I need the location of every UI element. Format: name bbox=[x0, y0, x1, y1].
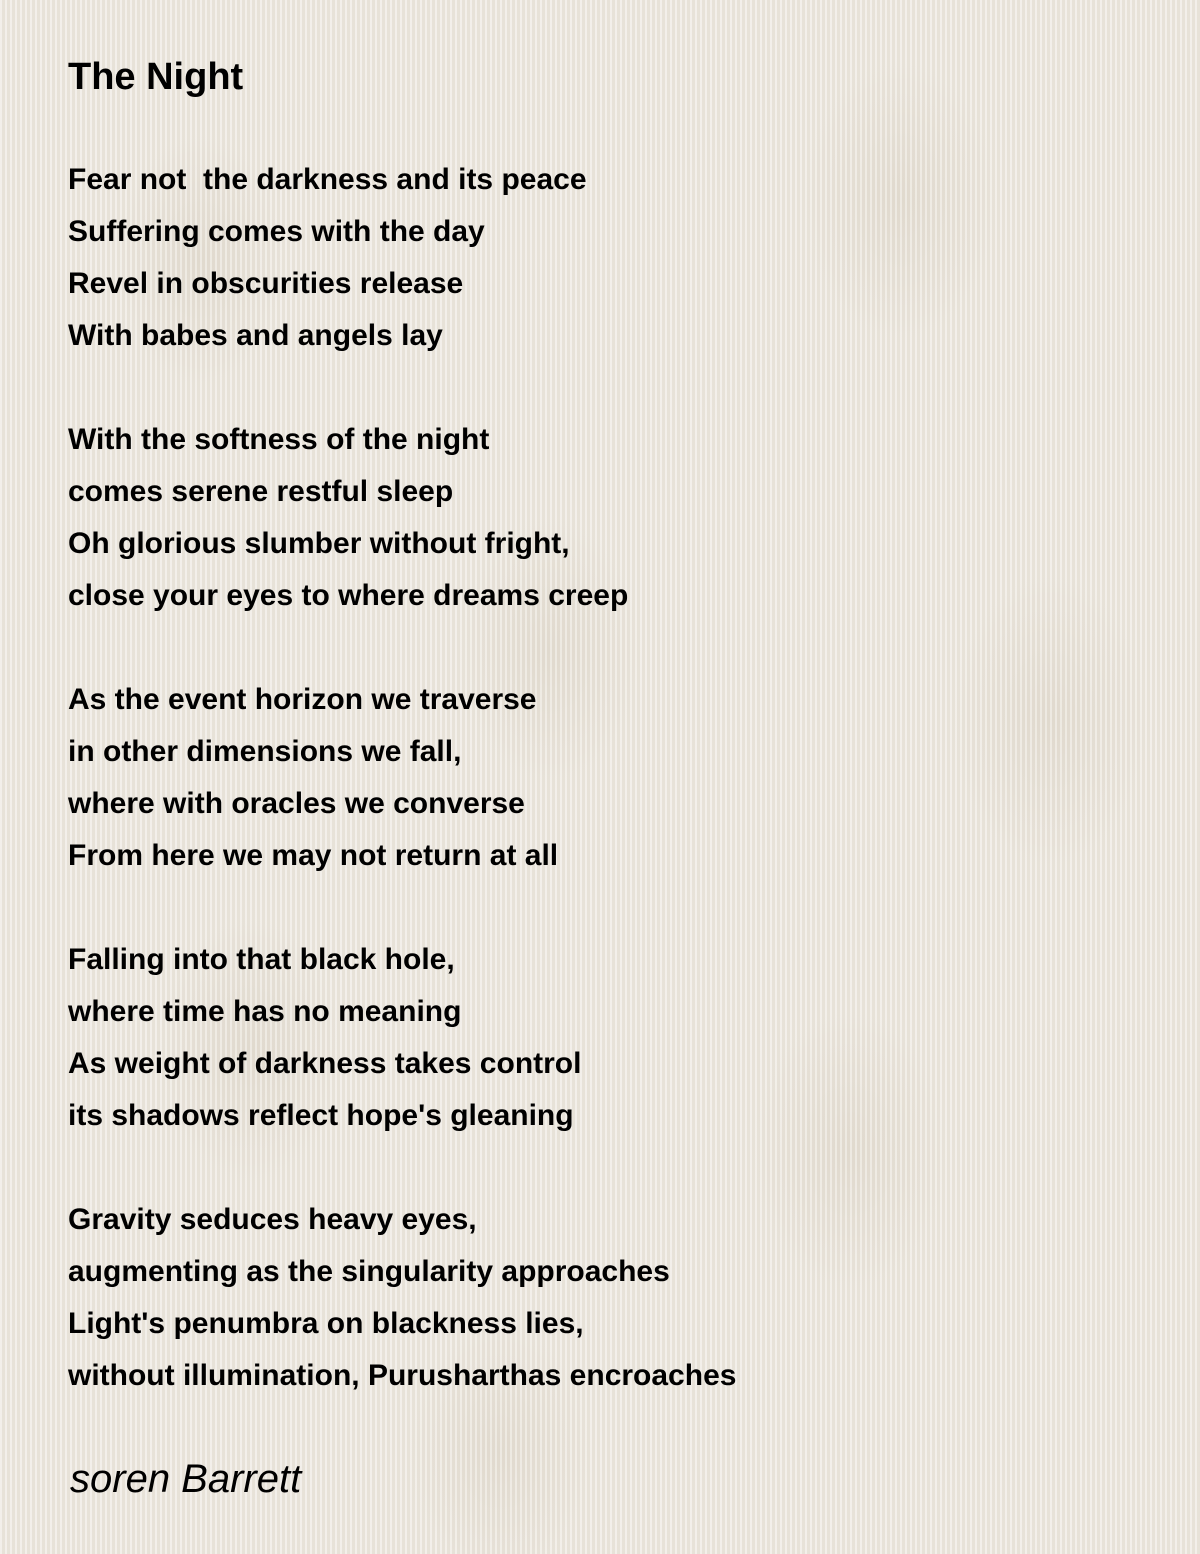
poem-line: where time has no meaning bbox=[68, 995, 462, 1028]
stanza-4 bbox=[68, 934, 736, 1142]
poem-line: From here we may not return at all bbox=[68, 839, 559, 872]
poem-title: The Night bbox=[68, 56, 244, 98]
poem-body bbox=[68, 154, 736, 1454]
poem-line: Revel in obscurities release bbox=[68, 267, 464, 300]
poem-line: in other dimensions we fall, bbox=[68, 735, 462, 768]
poem-line: Light's penumbra on blackness lies, bbox=[68, 1307, 584, 1340]
poem-line: With the softness of the night bbox=[68, 423, 490, 456]
poem-line: As weight of darkness takes control bbox=[68, 1047, 582, 1080]
poem-line: Falling into that black hole, bbox=[68, 943, 455, 976]
poem-line: Fear not the darkness and its peace bbox=[68, 163, 587, 196]
stanza-2 bbox=[68, 414, 736, 622]
stanza-3 bbox=[68, 674, 736, 882]
poem-line: augmenting as the singularity approaches bbox=[68, 1255, 670, 1288]
poem-line: Oh glorious slumber without fright, bbox=[68, 527, 570, 560]
poem-line: As the event horizon we traverse bbox=[68, 683, 537, 716]
poem-line: close your eyes to where dreams creep bbox=[68, 579, 629, 612]
stanza-5 bbox=[68, 1194, 736, 1402]
stanza-1 bbox=[68, 154, 736, 362]
poem-line: Suffering comes with the day bbox=[68, 215, 485, 248]
poem-author: soren Barrett bbox=[70, 1457, 302, 1501]
poem-line: comes serene restful sleep bbox=[68, 475, 454, 508]
poem-line: Gravity seduces heavy eyes, bbox=[68, 1203, 477, 1236]
poem-line: without illumination, Purusharthas encroaches bbox=[68, 1359, 737, 1392]
poem-line: where with oracles we converse bbox=[68, 787, 525, 820]
poem-line: its shadows reflect hope's gleaning bbox=[68, 1099, 574, 1132]
poem-line: With babes and angels lay bbox=[68, 319, 443, 352]
